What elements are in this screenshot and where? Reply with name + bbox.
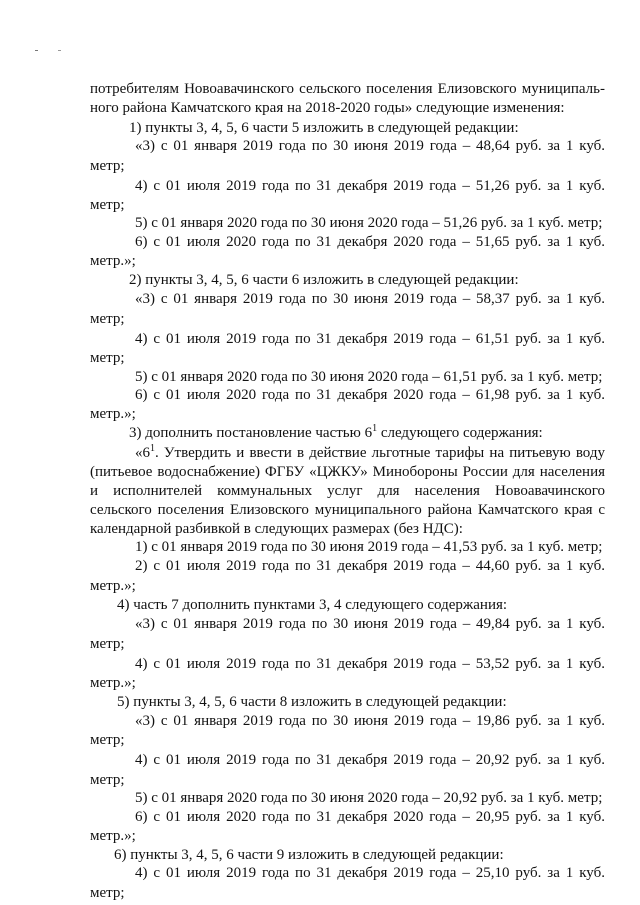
text-line <box>129 424 605 443</box>
text-line: метр.»; <box>90 253 136 269</box>
text-run: «6 <box>135 445 150 461</box>
text-line: 5) пункты 3, 4, 5, 6 части 8 изложить в следующей редакции: <box>117 694 507 710</box>
text-line: метр; <box>90 636 125 652</box>
text-line: метр.»; <box>90 578 136 594</box>
text-line: «3) с 01 января 2019 года по 30 июня 2019 года – 48,64 руб. за 1 куб. <box>135 138 605 154</box>
text-line: ного района Камчатского края на 2018-2020 годы» следующие изменения: <box>90 100 565 116</box>
text-line: 4) с 01 июля 2019 года по 31 декабря 2019 года – 53,52 руб. за 1 куб. <box>135 656 605 672</box>
text-line: «3) с 01 января 2019 года по 30 июня 2019 года – 19,86 руб. за 1 куб. <box>135 713 605 729</box>
scan-mark <box>58 50 61 51</box>
text-line: 6) с 01 июля 2020 года по 31 декабря 2020 года – 51,65 руб. за 1 куб. <box>135 234 605 250</box>
text-line: метр; <box>90 350 125 366</box>
text-line: 5) с 01 января 2020 года по 30 июня 2020 года – 51,26 руб. за 1 куб. метр; <box>135 215 603 231</box>
text-line: 5) с 01 января 2020 года по 30 июня 2020 года – 20,92 руб. за 1 куб. метр; <box>135 790 603 806</box>
text-line: метр.»; <box>90 828 136 844</box>
text-line: метр; <box>90 885 125 901</box>
superscript: 1 <box>372 423 378 434</box>
text-line: сельского поселения Елизовского муниципального района Камчатского края с <box>90 502 605 518</box>
scan-mark <box>35 50 38 51</box>
text-line: метр; <box>90 732 125 748</box>
text-line: «3) с 01 января 2019 года по 30 июня 2019 года – 49,84 руб. за 1 куб. <box>135 616 605 632</box>
text-line: (питьевое водоснабжение) ФГБУ «ЦЖКУ» Минобороны России для населения <box>90 464 605 480</box>
text-line: 4) с 01 июля 2019 года по 31 декабря 2019 года – 51,26 руб. за 1 куб. <box>135 178 605 194</box>
text-line: метр; <box>90 772 125 788</box>
text-line: 6) пункты 3, 4, 5, 6 части 9 изложить в следующей редакции: <box>114 847 504 863</box>
text-line: 6) с 01 июля 2020 года по 31 декабря 2020 года – 61,98 руб. за 1 куб. <box>135 387 605 403</box>
text-line: и исполнителей коммунальных услуг для населения Новоавачинского <box>90 483 605 499</box>
text-line: 1) пункты 3, 4, 5, 6 части 5 изложить в следующей редакции: <box>129 120 519 136</box>
superscript: 1 <box>150 443 155 454</box>
text-line: 4) с 01 июля 2019 года по 31 декабря 2019 года – 20,92 руб. за 1 куб. <box>135 752 605 768</box>
text-line: 2) с 01 июля 2019 года по 31 декабря 2019 года – 44,60 руб. за 1 куб. <box>135 558 605 574</box>
text-line: 4) с 01 июля 2019 года по 31 декабря 2019 года – 25,10 руб. за 1 куб. <box>135 865 605 881</box>
text-line: метр; <box>90 311 125 327</box>
text-line: метр.»; <box>90 406 136 422</box>
text-line <box>135 444 605 463</box>
text-line: 2) пункты 3, 4, 5, 6 части 6 изложить в следующей редакции: <box>129 272 519 288</box>
text-line: метр; <box>90 197 125 213</box>
text-line: потребителям Новоавачинского сельского поселения Елизовского муниципаль- <box>90 81 605 97</box>
text-line: метр; <box>90 158 125 174</box>
text-line: 4) часть 7 дополнить пунктами 3, 4 следующего содержания: <box>117 597 508 613</box>
text-line: календарной разбивкой в следующих размерах (без НДС): <box>90 521 463 537</box>
text-line: метр.»; <box>90 675 136 691</box>
text-run: следующего содержания: <box>377 425 543 441</box>
text-line: 6) с 01 июля 2020 года по 31 декабря 2020 года – 20,95 руб. за 1 куб. <box>135 809 605 825</box>
text-line: 5) с 01 января 2020 года по 30 июня 2020 года – 61,51 руб. за 1 куб. метр; <box>135 369 603 385</box>
text-line: 1) с 01 января 2019 года по 30 июня 2019 года – 41,53 руб. за 1 куб. метр; <box>135 539 603 555</box>
text-run: . Утвердить и ввести в действие льготные тарифы на питьевую воду <box>155 445 605 461</box>
text-line: 4) с 01 июля 2019 года по 31 декабря 2019 года – 61,51 руб. за 1 куб. <box>135 331 605 347</box>
text-line: «3) с 01 января 2019 года по 30 июня 2019 года – 58,37 руб. за 1 куб. <box>135 291 605 307</box>
text-run: 3) дополнить постановление частью 6 <box>129 425 373 441</box>
